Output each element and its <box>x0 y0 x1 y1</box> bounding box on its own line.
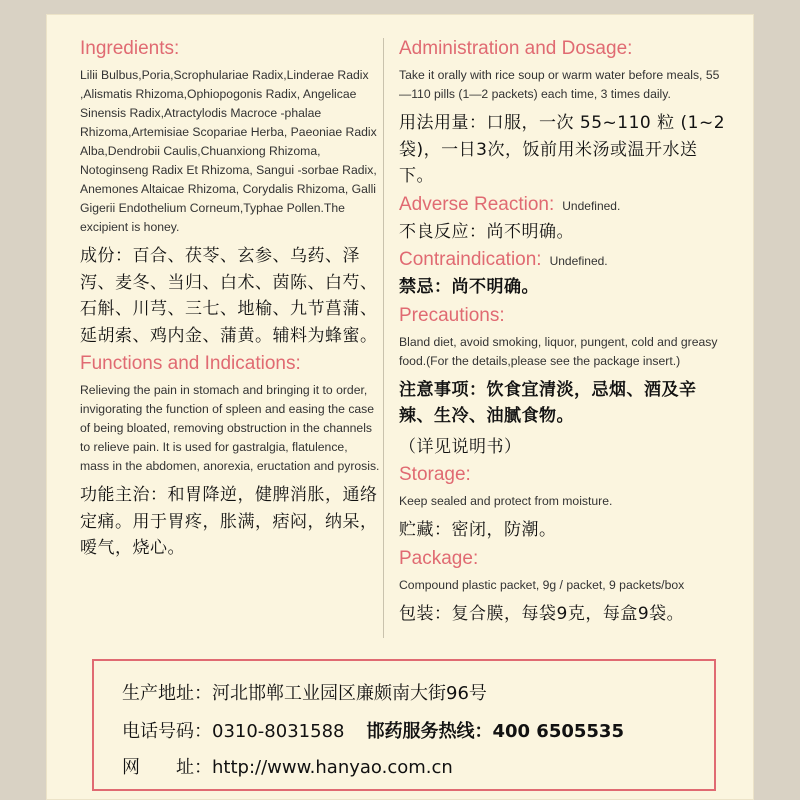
phone-number: 电话号码：0310-8031588 <box>122 721 345 742</box>
right-column <box>399 38 729 631</box>
package-section <box>399 548 729 628</box>
functions-section <box>80 353 380 562</box>
storage-text-cn: 贮藏：密闭，防潮。 <box>399 520 557 540</box>
precautions-text-cn: 注意事项：饮食宜清淡，忌烟、酒及辛辣、生冷、油腻食物。 <box>399 379 697 426</box>
package-text-cn: 包装：复合膜，每袋9克，每盒9袋。 <box>399 603 685 624</box>
storage-section <box>399 464 729 544</box>
functions-heading: Functions and Indications: <box>80 353 301 374</box>
adverse-heading <box>399 194 729 217</box>
service-hotline: 邯药服务热线：400 6505535 <box>366 721 624 742</box>
contra-text-cn: 禁忌：尚不明确。 <box>399 277 539 297</box>
website-link[interactable]: http://www.hanyao.com.cn <box>212 757 453 778</box>
dosage-heading: Administration and Dosage: <box>399 38 633 59</box>
package-text-en: Compound plastic packet, 9g / packet, 9 packets/box <box>399 577 685 592</box>
left-column <box>80 38 380 566</box>
precautions-heading: Precautions: <box>399 304 505 326</box>
precautions-note-cn: （详见说明书） <box>399 436 522 457</box>
ingredients-text-en: Lilii Bulbus,Poria,Scrophulariae Radix,Linderae Radix ,Alismatis Rhizoma,Ophiopogonis Radix, Angelicae Sinensis Radix,Atractylodis Macroce -phalae Rhizoma,Artemisiae Scopariae Herba, Paeoniae Radix Alba,Dendrobii Caulis,Chuanxiong Rhizoma, Notoginseng Radix Et Rhizoma, Sangui -sorbae Radix, Anemones Altaicae Rhizoma, Corydalis Rhizoma, Galli Gigerii Endothelium Corneum,Typhae Pollen.The excipient is honey. <box>80 68 377 234</box>
website-label: 网 址： <box>122 757 212 778</box>
manufacturer-box <box>92 659 716 791</box>
precautions-section <box>399 305 729 461</box>
ingredients-text-cn: 成份：百合、茯苓、玄参、乌药、泽泻、麦冬、当归、白术、茵陈、白芍、石斛、川芎、三七、地榆、九节菖蒲、延胡索、鸡内金、蒲黄。辅料为蜂蜜。 <box>80 246 378 346</box>
website-line <box>122 753 453 779</box>
functions-text-en: Relieving the pain in stomach and bringing it to order, invigorating the function of spleen and easing the case of being bloated, removing obstruction in the channels to relieve pain. It is used for gastralgia, flatulence, mass in the abdomen, anorexia, eructation and pyrosis. <box>80 383 380 473</box>
contra-section <box>399 249 729 301</box>
adverse-heading-label: Adverse Reaction: <box>399 193 555 215</box>
dosage-text-cn: 用法用量：口服，一次 55~110 粒 (1~2袋)，一日3次，饭前用米汤或温开水送下。 <box>399 113 726 186</box>
column-divider <box>383 38 384 638</box>
adverse-text-cn: 不良反应：尚不明确。 <box>399 221 574 242</box>
precautions-text-en: Bland diet, avoid smoking, liquor, pungent, cold and greasy food.(For the details,please see the package insert.) <box>399 334 718 368</box>
address-line: 生产地址：河北邯郸工业园区廉颇南大街96号 <box>122 683 487 704</box>
dosage-section <box>399 38 729 190</box>
adverse-note: Undefined. <box>562 198 621 213</box>
package-heading: Package: <box>399 547 479 569</box>
ingredients-heading: Ingredients: <box>80 38 180 59</box>
adverse-section <box>399 194 729 246</box>
functions-text-cn: 功能主治：和胃降逆，健脾消胀，通络定痛。用于胃疼，胀满，痞闷，纳呆，嗳气，烧心。 <box>80 485 378 558</box>
contra-heading-label: Contraindication: <box>399 249 542 270</box>
phone-line <box>122 717 624 743</box>
contra-note: Undefined. <box>549 254 608 268</box>
ingredients-section <box>80 38 380 349</box>
storage-text-en: Keep sealed and protect from moisture. <box>399 494 613 508</box>
package-panel <box>46 14 754 800</box>
contra-heading <box>399 249 729 272</box>
storage-heading: Storage: <box>399 464 471 485</box>
dosage-text-en: Take it orally with rice soup or warm water before meals, 55—110 pills (1—2 packets) each time, 3 times daily. <box>399 68 720 101</box>
